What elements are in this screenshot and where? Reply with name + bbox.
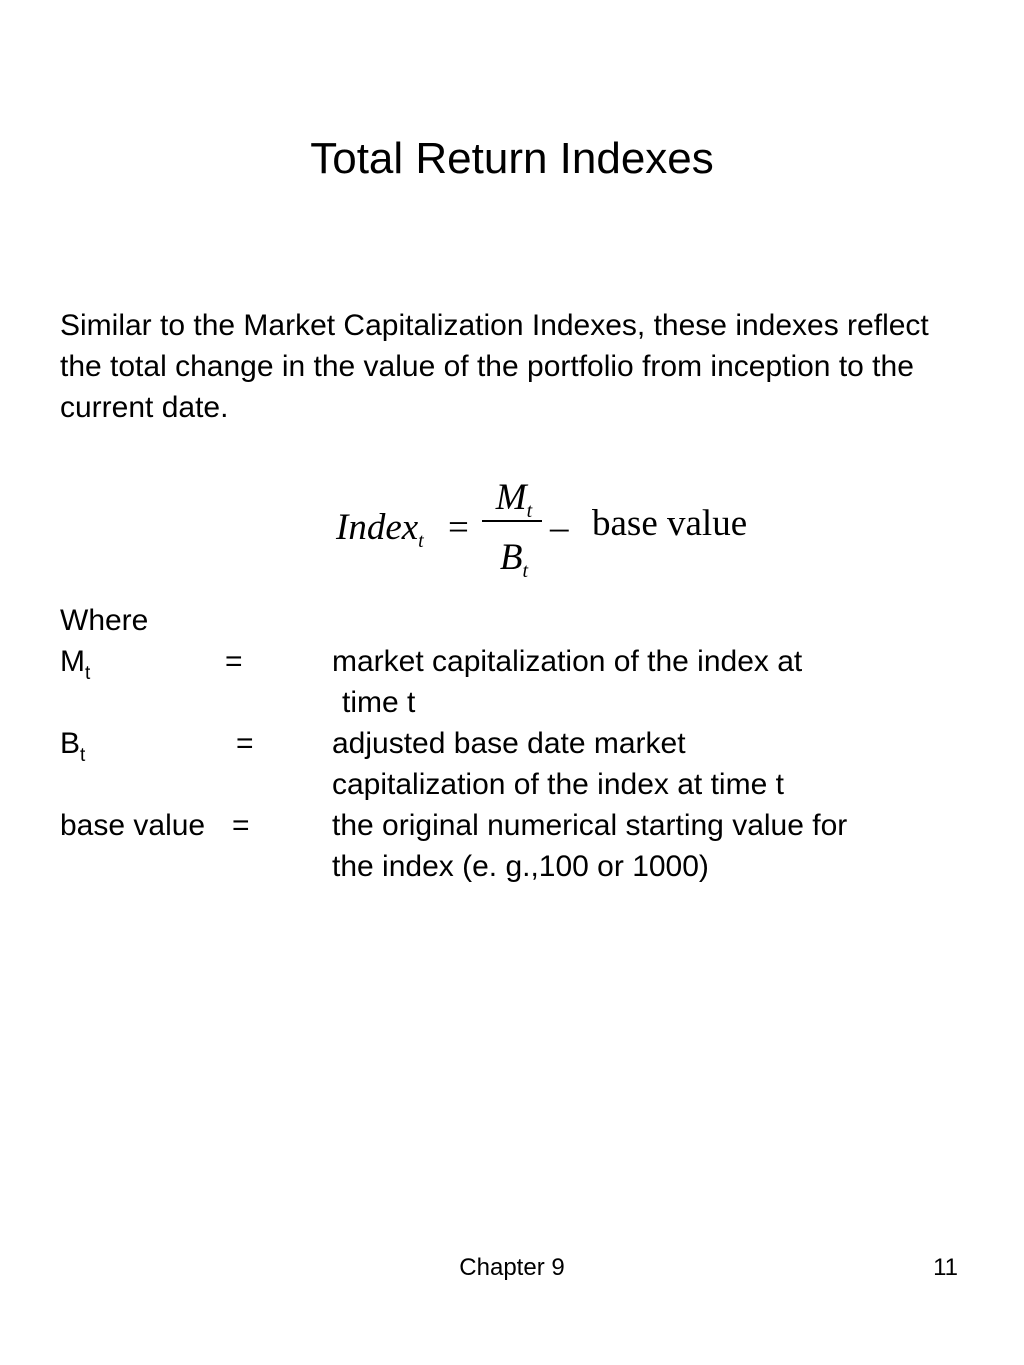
formula-denominator bbox=[484, 536, 544, 585]
definition-term-symbol: B bbox=[60, 727, 81, 760]
definition-term bbox=[60, 641, 90, 686]
definitions-list bbox=[60, 600, 980, 887]
definition-text-line2: capitalization of the index at time t bbox=[332, 768, 784, 801]
formula-rhs: base value bbox=[592, 503, 748, 544]
formula-equals: = bbox=[448, 507, 469, 548]
definition-equals: = bbox=[225, 645, 243, 678]
formula-minus: – bbox=[550, 507, 569, 548]
definition-equals: = bbox=[236, 727, 254, 760]
definition-row-base-value bbox=[60, 805, 980, 887]
definition-text-line2: time t bbox=[342, 686, 416, 719]
fraction-bar bbox=[482, 520, 542, 522]
definition-text-line1: the original numerical starting value for bbox=[332, 809, 848, 842]
definition-text-line1: market capitalization of the index at bbox=[332, 645, 803, 678]
formula-lhs-subscript: t bbox=[418, 530, 424, 552]
formula-denominator-subscript: t bbox=[522, 560, 529, 582]
footer-page-number: 11 bbox=[933, 1254, 958, 1281]
definition-text bbox=[332, 723, 952, 805]
definitions-heading: Where bbox=[60, 604, 149, 637]
definition-term bbox=[60, 723, 85, 768]
definition-term-subscript: t bbox=[85, 663, 91, 684]
definition-text-line2: the index (e. g.,100 or 1000) bbox=[332, 850, 709, 883]
definition-term-subscript: t bbox=[80, 745, 86, 766]
definition-row-m bbox=[60, 641, 980, 723]
formula-denominator-symbol: B bbox=[499, 537, 523, 578]
footer-chapter: Chapter 9 bbox=[459, 1254, 565, 1281]
slide-title: Total Return Indexes bbox=[310, 134, 714, 183]
formula-numerator-symbol: M bbox=[495, 477, 527, 518]
intro-paragraph: Similar to the Market Capitalization Indexes, these indexes reflect the total change in the value of the portfolio from inception to the current date. bbox=[60, 309, 929, 424]
definition-text-line1: adjusted base date market bbox=[332, 727, 686, 760]
definition-term bbox=[60, 805, 205, 846]
definition-row-b bbox=[60, 723, 980, 805]
definition-text bbox=[332, 641, 952, 723]
definition-equals: = bbox=[232, 809, 250, 842]
definition-text bbox=[332, 805, 952, 887]
index-formula bbox=[336, 476, 776, 586]
definition-term-symbol: M bbox=[60, 645, 85, 678]
formula-lhs-symbol: Index bbox=[336, 507, 419, 548]
definition-term-symbol: base value bbox=[60, 809, 206, 842]
formula-numerator bbox=[484, 476, 544, 525]
formula-numerator-subscript: t bbox=[526, 500, 533, 522]
formula-lhs bbox=[336, 506, 424, 555]
